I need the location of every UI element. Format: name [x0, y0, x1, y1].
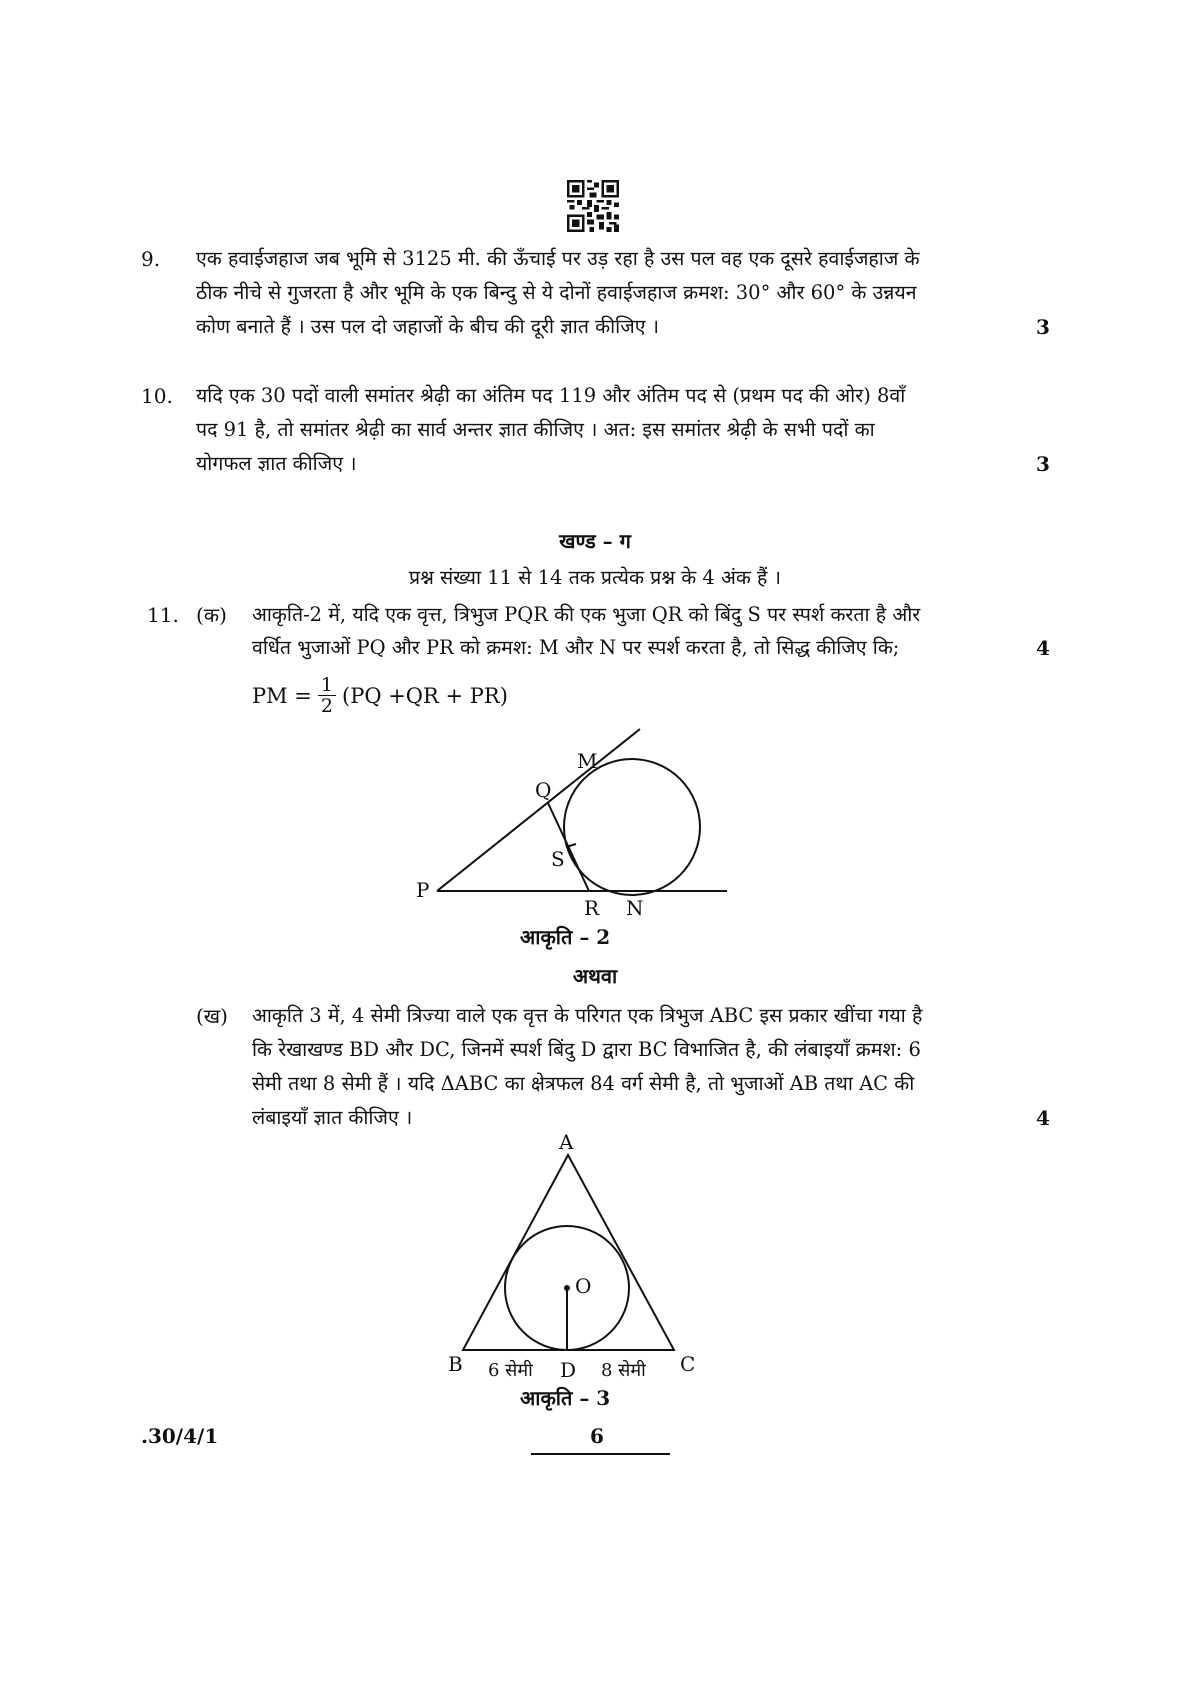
figure-3-label-d: D — [560, 1358, 577, 1382]
fraction-denominator: 2 — [320, 695, 333, 717]
figure-3-label-bd-length: 6 सेमी — [488, 1360, 533, 1381]
figure-2-label-n: N — [626, 896, 644, 920]
figure-3-label-o: O — [575, 1274, 592, 1298]
question-11a-line-1: आकृति-2 में, यदि एक वृत्त, त्रिभुज PQR की एक भुजा QR को बिंदु S पर स्पर्श करता है और — [252, 603, 921, 626]
figure-3-label-dc-length: 8 सेमी — [601, 1360, 646, 1381]
or-label: अथवा — [572, 964, 618, 988]
part-label-a: (क) — [196, 603, 227, 627]
fraction-numerator: 1 — [318, 675, 336, 696]
figure-2-label-m: M — [577, 749, 598, 773]
formula-rhs: (PQ +QR + PR) — [342, 683, 508, 708]
question-11a-marks: 4 — [1036, 636, 1050, 660]
section-title: खण्ड – ग — [559, 529, 631, 553]
question-11b-line-2: कि रेखाखण्ड BD और DC, जिनमें स्पर्श बिंदु D द्वारा BC विभाजित है, की लंबाइयाँ क्रमश: 6 — [252, 1038, 921, 1061]
question-number: 9. — [141, 247, 161, 271]
question-9-line-3: कोण बनाते हैं । उस पल दो जहाजों के बीच की दूरी ज्ञात कीजिए । — [196, 315, 660, 338]
part-label-b: (ख) — [196, 1004, 228, 1028]
page-divider — [531, 1453, 670, 1455]
question-11a-line-2: वर्धित भुजाओं PQ और PR को क्रमश: M और N पर स्पर्श करता है, तो सिद्ध कीजिए कि; — [252, 636, 900, 659]
figure-2-caption: आकृति – 2 — [520, 925, 611, 949]
question-9-line-2: ठीक नीचे से गुजरता है और भूमि के एक बिन्दु से ये दोनों हवाईजहाज क्रमश: 30° और 60° के उन्नयन — [196, 281, 917, 304]
figure-2-label-p: P — [416, 878, 430, 902]
figure-3-label-c: C — [680, 1352, 696, 1376]
question-10-line-1: यदि एक 30 पदों वाली समांतर श्रेढ़ी का अंतिम पद 119 और अंतिम पद से (प्रथम पद की ओर) 8वाँ — [196, 384, 906, 407]
question-number: 11. — [147, 603, 179, 627]
question-10-marks: 3 — [1036, 452, 1050, 476]
question-11b-line-4: लंबाइयाँ ज्ञात कीजिए । — [252, 1106, 413, 1129]
question-9-marks: 3 — [1036, 315, 1050, 339]
question-11b-line-3: सेमी तथा 8 सेमी हैं । यदि ΔABC का क्षेत्रफल 84 वर्ग सेमी है, तो भुजाओं AB तथा AC की — [252, 1072, 915, 1095]
paper-code: .30/4/1 — [141, 1424, 219, 1448]
figure-3-caption: आकृति – 3 — [520, 1386, 611, 1410]
question-10-line-3: योगफल ज्ञात कीजिए । — [196, 452, 357, 475]
figure-3-label-a: A — [559, 1130, 574, 1154]
question-9-line-1: एक हवाईजहाज जब भूमि से 3125 मी. की ऊँचाई पर उड़ रहा है उस पल वह एक दूसरे हवाईजहाज के — [196, 247, 920, 270]
figure-2-label-r: R — [584, 896, 600, 920]
figure-2-label-s: S — [551, 847, 565, 871]
question-10-line-2: पद 91 है, तो समांतर श्रेढ़ी का सार्व अन्तर ज्ञात कीजिए । अत: इस समांतर श्रेढ़ी के सभी पदों का — [196, 418, 875, 441]
formula-lhs: PM = — [252, 683, 312, 708]
question-11b-marks: 4 — [1036, 1106, 1050, 1130]
figure-2-label-q: Q — [535, 778, 552, 802]
question-11b-line-1: आकृति 3 में, 4 सेमी त्रिज्या वाले एक वृत्त के परिगत एक त्रिभुज ABC इस प्रकार खींचा गया है — [252, 1004, 923, 1027]
question-number: 10. — [141, 384, 173, 408]
section-instruction: प्रश्न संख्या 11 से 14 तक प्रत्येक प्रश्न के 4 अंक हैं । — [408, 566, 782, 589]
page-number: 6 — [590, 1424, 604, 1448]
figure-3-label-b: B — [448, 1352, 463, 1376]
